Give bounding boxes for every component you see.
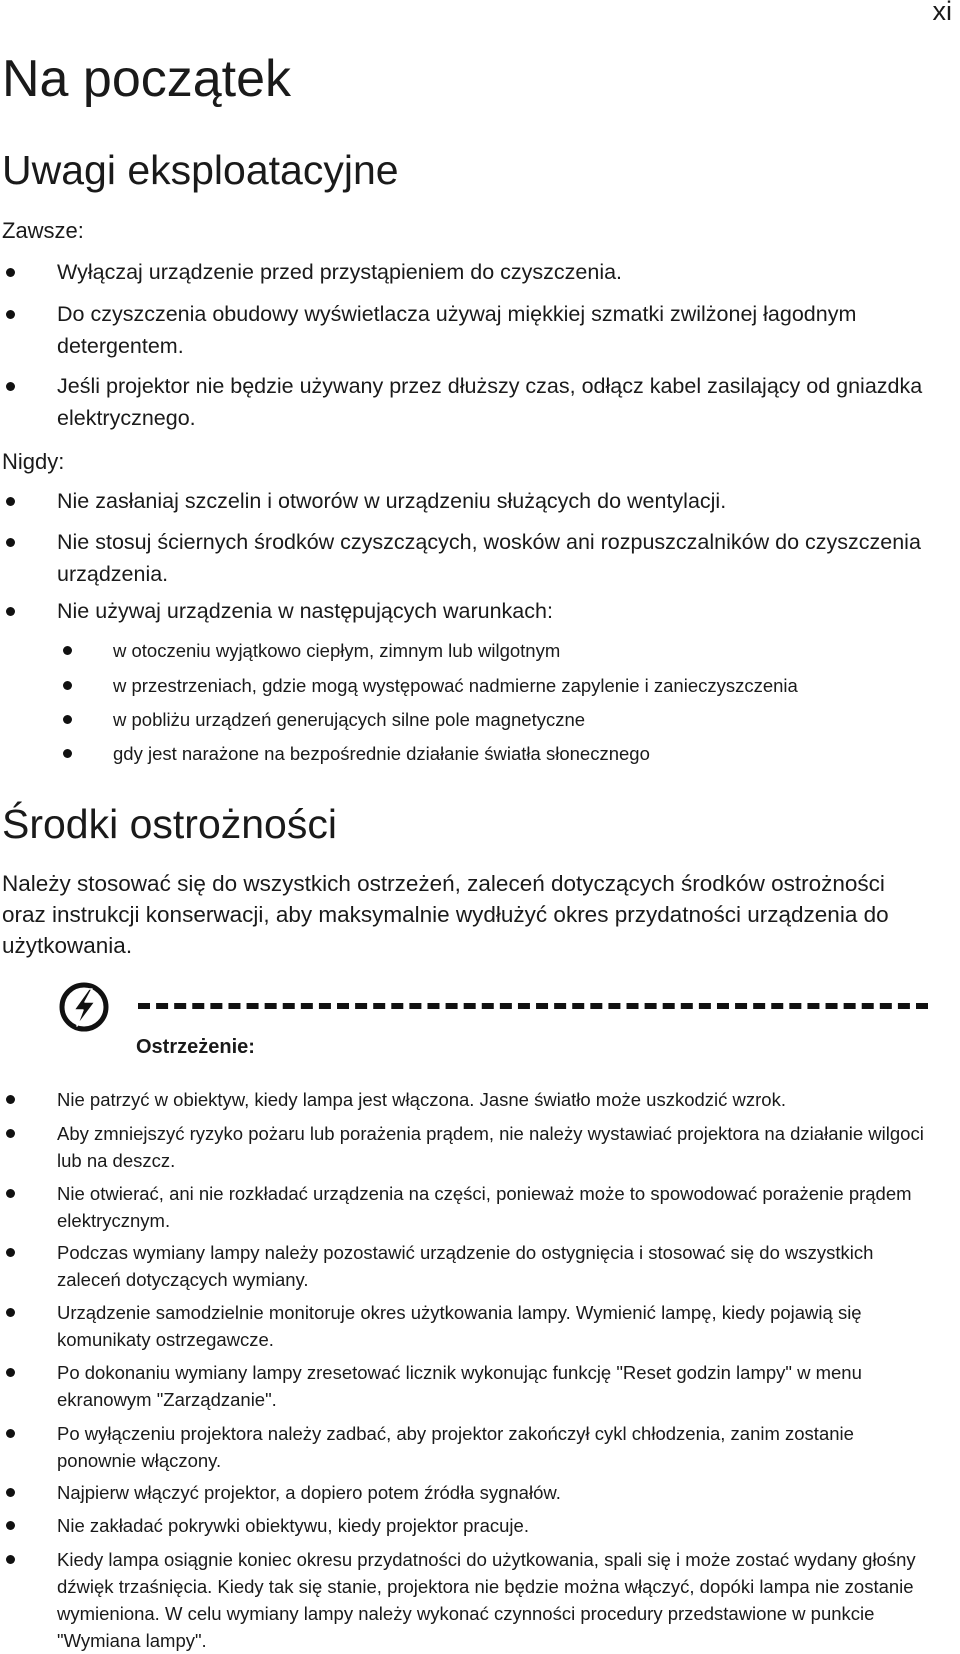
list-item: Nie stosuj ściernych środków czyszczących, wosków ani rozpuszczalników do czyszczenia urządzenia. (57, 526, 937, 590)
list-item: Po dokonaniu wymiany lampy zresetować licznik wykonując funkcję "Reset godzin lampy" w menu ekranowym "Zarządzanie". (57, 1359, 937, 1413)
page-number: xi (932, 0, 952, 26)
list-item: Nie zasłaniaj szczelin i otworów w urządzeniu służących do wentylacji. (57, 485, 937, 517)
list-item: Aby zmniejszyć ryzyko pożaru lub porażenia prądem, nie należy wystawiać projektora na działanie wilgoci lub na deszcz. (57, 1120, 937, 1174)
list-item: w pobliżu urządzeń generujących silne pole magnetyczne (113, 704, 943, 736)
page-title: Na początek (2, 50, 292, 108)
list-item: Urządzenie samodzielnie monitoruje okres użytkowania lampy. Wymienić lampę, kiedy pojawią się komunikaty ostrzegawcze. (57, 1299, 937, 1353)
precautions-intro: Należy stosować się do wszystkich ostrzeżeń, zaleceń dotyczących środków ostrożności oraz instrukcji konserwacji, aby maksymalnie wydłużyć okres przydatności urządzenia do użytkowania. (2, 871, 889, 958)
list-item: Nie otwierać, ani nie rozkładać urządzenia na części, ponieważ może to spowodować porażenie prądem elektrycznym. (57, 1180, 937, 1234)
always-label: Zawsze: (2, 218, 84, 243)
list-item: Wyłączaj urządzenie przed przystąpieniem do czyszczenia. (57, 256, 937, 288)
section-heading-usage: Uwagi eksploatacyjne (2, 147, 399, 193)
list-item: Nie zakładać pokrywki obiektywu, kiedy projektor pracuje. (57, 1512, 937, 1539)
list-item: Nie patrzyć w obiektyw, kiedy lampa jest włączona. Jasne światło może uszkodzić wzrok. (57, 1086, 937, 1113)
list-item: Podczas wymiany lampy należy pozostawić urządzenie do ostygnięcia i stosować się do wszystkich zaleceń dotyczących wymiany. (57, 1239, 937, 1293)
section-heading-precautions: Środki ostrożności (2, 801, 337, 847)
warning-divider (138, 1003, 928, 1009)
list-item: Jeśli projektor nie będzie używany przez dłuższy czas, odłącz kabel zasilający od gniazdka elektrycznego. (57, 370, 937, 434)
list-item: Nie używaj urządzenia w następujących warunkach: (57, 595, 937, 627)
list-item: gdy jest narażone na bezpośrednie działanie światła słonecznego (113, 738, 943, 770)
list-item: Po wyłączeniu projektora należy zadbać, aby projektor zakończył cykl chłodzenia, zanim zostanie ponownie włączony. (57, 1420, 937, 1474)
lightning-bolt-icon (58, 981, 110, 1033)
list-item: Kiedy lampa osiągnie koniec okresu przydatności do użytkowania, spali się i może zostać wydany głośny dźwięk trzaśnięcia. Kiedy tak się stanie, projektora nie będzie można włączyć, dopóki lampa nie zostanie wymieniona. W celu wymiany lampy należy wykonać czynności procedury przedstawione w punkcie "Wymiana lampy". (57, 1546, 937, 1654)
list-item: w otoczeniu wyjątkowo ciepłym, zimnym lub wilgotnym (113, 635, 943, 667)
never-label: Nigdy: (2, 449, 65, 474)
list-item: w przestrzeniach, gdzie mogą występować nadmierne zapylenie i zanieczyszczenia (113, 670, 943, 702)
list-item: Najpierw włączyć projektor, a dopiero potem źródła sygnałów. (57, 1479, 937, 1506)
list-item: Do czyszczenia obudowy wyświetlacza używaj miękkiej szmatki zwilżonej łagodnym detergentem. (57, 298, 937, 362)
warning-title: Ostrzeżenie: (136, 1036, 255, 1058)
